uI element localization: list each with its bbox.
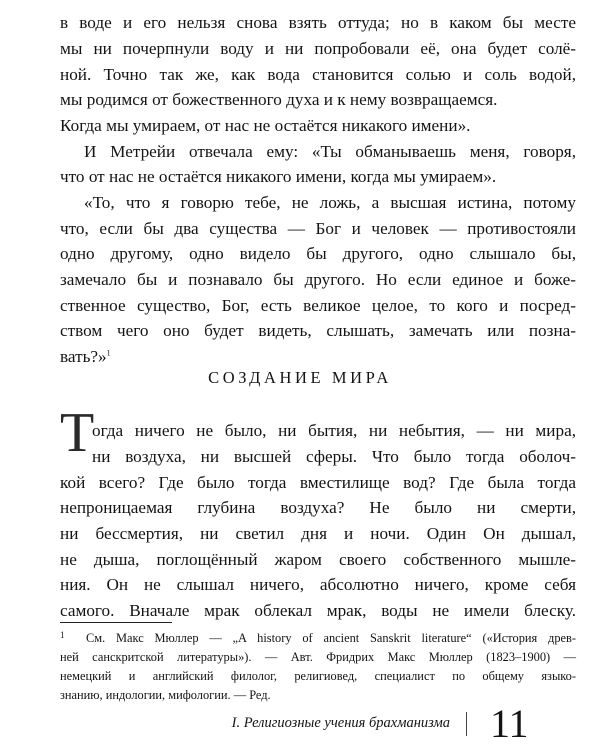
footnote-line: ней санскритской литературы»). — Авт. Фридрих Макс Мюллер (1823–1900) — [60, 650, 576, 664]
text-line: что от нас не остаётся никакого имени, когда мы умираем». [60, 167, 497, 186]
footnote-line: знанию, индологии, мифологии. — Ред. [60, 688, 271, 702]
text-line: Когда мы умираем, от нас не остаётся никакого имени». [60, 116, 471, 135]
text-line: ной. Точно так же, как вода становится солью и соль водой, [60, 65, 576, 84]
running-head: I. Религиозные учения брахманизма [231, 715, 450, 731]
text-line: И Метрейи отвечала ему: «Ты обманываешь меня, говоря, [84, 142, 576, 161]
text-line: замечало бы и познавало бы другого. Но если единое и боже- [60, 270, 576, 289]
footnote-rule [60, 622, 172, 623]
text-line: кой всего? Где было тогда вместилище вод? Где была тогда [60, 473, 576, 492]
text-line: ственное существо, Бог, есть великое целое, то кого и посред- [60, 296, 576, 315]
text-line: ни воздуха, ни высшей сферы. Что было тогда оболоч- [92, 447, 576, 466]
text-line: «То, что я говорю тебе, не ложь, а высшая истина, потому [84, 193, 576, 212]
footer-divider [466, 712, 467, 736]
text-line: мы родимся от божественного духа и к нему возвращаемся. [60, 90, 498, 109]
text-line: мы ни почерпнули воду и ни попробовали её, она будет солё- [60, 39, 576, 58]
text-line: ни бессмертия, ни светил дня и ночи. Один Он дышал, [60, 524, 576, 543]
text-line: самого. Вначале мрак облекал мрак, воды не имели блеску. [60, 601, 576, 620]
text-line: непроницаемая глубина воздуха? Не было ни смерти, [60, 498, 576, 517]
text-line: огда ничего не было, ни бытия, ни небытия, — ни мира, [92, 421, 576, 440]
footnote-line: См. Макс Мюллер — „A history of ancient Sanskrit literature“ («История древ- [86, 631, 576, 645]
text-line-last: вать?»$^1$ [60, 347, 111, 366]
section-title: СОЗДАНИЕ МИРА [208, 368, 392, 387]
page-number: 11 [490, 701, 529, 746]
text-line: ством чего оно будет видеть, слышать, замечать или позна- [60, 321, 576, 340]
text-line: одно другому, одно видело бы другого, одно слышало бы, [60, 244, 576, 263]
footnote-mark: 1 [60, 630, 65, 640]
text-line: ния. Он не слышал ничего, абсолютно ничего, кроме себя [60, 575, 576, 594]
footnote-reference: 1 [106, 348, 111, 358]
text-line: что, если бы два существа — Бог и человек — противостояли [60, 219, 576, 238]
footnote-line: немецкий и английский филолог, религиовед, специалист по общему языко- [60, 669, 576, 683]
text-line: не дыша, поглощённый жаром своего собственного мышле- [60, 550, 576, 569]
text-line: в воде и его нельзя снова взять оттуда; но в каком бы месте [60, 13, 576, 32]
drop-cap: Т [60, 402, 95, 464]
